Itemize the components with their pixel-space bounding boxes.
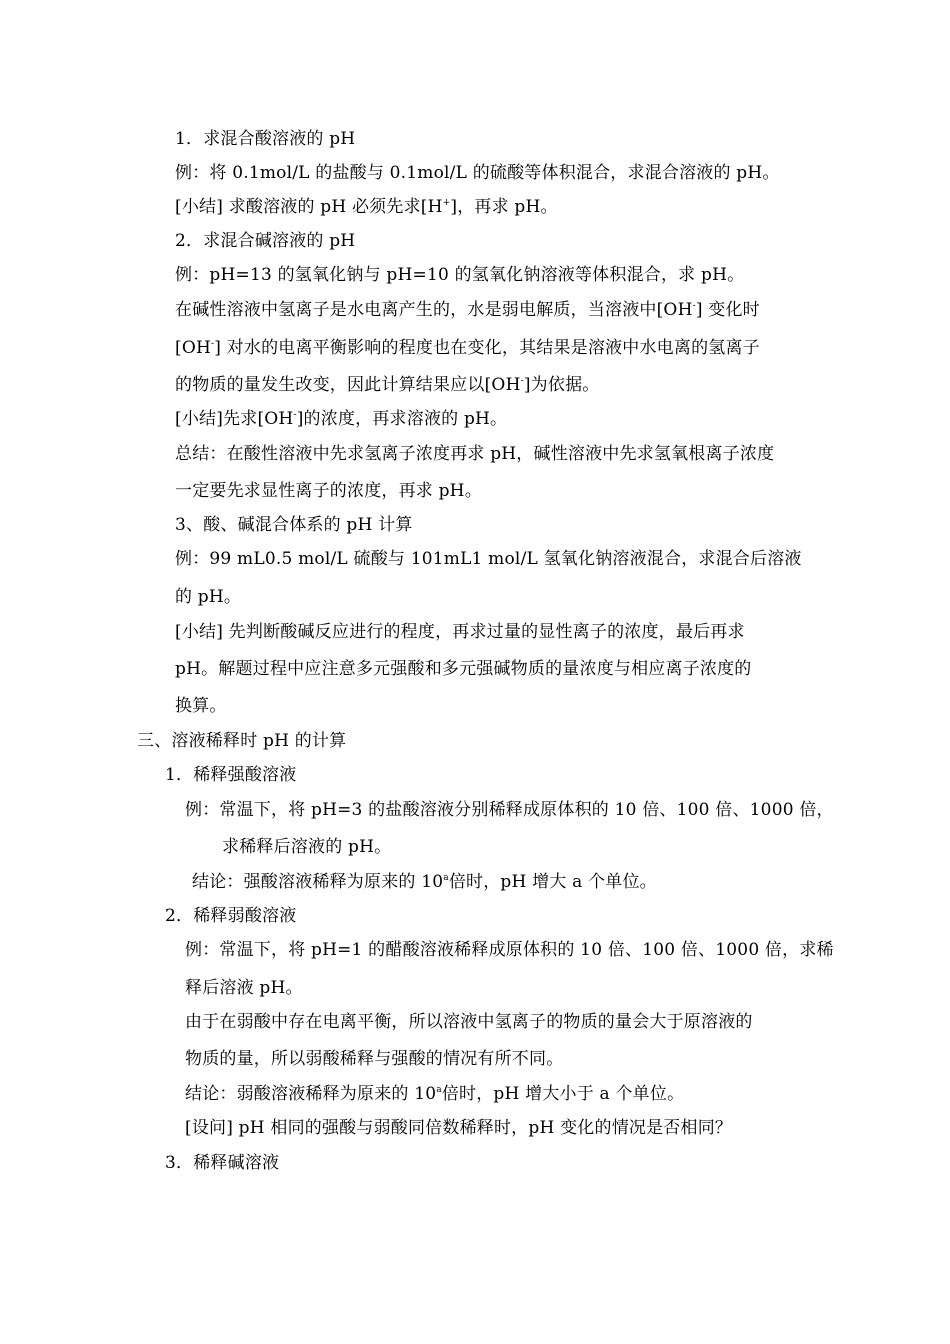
part-3-subsection-1-conclusion: [192, 871, 657, 893]
section-2-paragraph-line-3: [175, 374, 599, 396]
conclusion-text: 倍时，pH 增大小于 a 个单位。: [441, 1084, 685, 1104]
conclusion-text: 倍时，pH 增大 a 个单位。: [448, 872, 657, 892]
part-3-subsection-1-title: 1．稀释强酸溶液: [165, 765, 297, 785]
part-3-subsection-1-example-line-2: 求稀释后溶液的 pH。: [222, 837, 392, 857]
summary-text: ]的浓度，再求溶液的 pH。: [296, 409, 508, 429]
conclusion-text: 结论：强酸溶液稀释为原来的 10: [192, 872, 444, 892]
summary-text: [小结] 求酸溶液的 pH 必须先求[H: [175, 197, 443, 217]
part-3-subsection-2-paragraph-line-2: 物质的量，所以弱酸稀释与强酸的情况有所不同。: [185, 1049, 564, 1069]
section-2-title: 2．求混合碱溶液的 pH: [175, 231, 356, 251]
part-3-subsection-2-title: 2．稀释弱酸溶液: [165, 906, 297, 926]
section-1-summary: [175, 196, 558, 218]
section-3-example-line-2: 的 pH。: [175, 587, 242, 607]
superscript: a: [436, 1085, 442, 1095]
section-3-summary-line-3: 换算。: [175, 696, 227, 716]
part-3-subsection-3-title: 3．稀释碱溶液: [165, 1153, 280, 1173]
paragraph-text: ] 变化时: [695, 300, 760, 320]
summary-text: [小结]先求[OH: [175, 409, 294, 429]
superscript: -: [520, 376, 524, 386]
part-3-subsection-2-example-line-2: 释后溶液 pH。: [185, 978, 303, 998]
paragraph-text: 的物质的量发生改变，因此计算结果应以[OH: [175, 375, 521, 395]
part-3-subsection-2-question: [设问] pH 相同的强酸与弱酸同倍数稀释时，pH 变化的情况是否相同？: [185, 1118, 733, 1138]
section-1-example: 例：将 0.1mol/L 的盐酸与 0.1mol/L 的硫酸等体积混合，求混合溶液的 pH。: [175, 163, 780, 183]
superscript: -: [293, 410, 297, 420]
section-2-summary: [175, 408, 507, 430]
part-3-subsection-2-paragraph-line-1: 由于在弱酸中存在电离平衡，所以溶液中氢离子的物质的量会大于原溶液的: [185, 1012, 753, 1032]
part-3-subsection-2-conclusion: [185, 1083, 684, 1105]
superscript: a: [443, 873, 449, 883]
conclusion-line-1: 总结：在酸性溶液中先求氢离子浓度再求 pH，碱性溶液中先求氢氧根离子浓度: [175, 444, 775, 464]
section-2-example: 例：pH=13 的氢氧化钠与 pH=10 的氢氧化钠溶液等体积混合，求 pH。: [175, 265, 745, 285]
section-3-example-line-1: 例：99 mL0.5 mol/L 硫酸与 101mL1 mol/L 氢氧化钠溶液混合，求混合后溶液: [175, 549, 802, 569]
paragraph-text: ]为依据。: [523, 375, 600, 395]
section-3-summary-line-2: pH。解题过程中应注意多元强酸和多元强碱物质的量浓度与相应离子浓度的: [175, 659, 752, 679]
section-1-title: 1．求混合酸溶液的 pH: [175, 129, 356, 149]
paragraph-text: ] 对水的电离平衡影响的程度也在变化，其结果是溶液中水电离的氢离子: [214, 338, 760, 358]
section-3-summary-line-1: [小结] 先判断酸碱反应进行的程度，再求过量的显性离子的浓度，最后再求: [175, 622, 745, 642]
part-3-subsection-2-example-line-1: 例：常温下，将 pH=1 的醋酸溶液稀释成原体积的 10 倍、100 倍、1000 倍，求稀: [185, 940, 834, 960]
superscript: -: [692, 301, 696, 311]
part-3-subsection-1-example-line-1: 例：常温下，将 pH=3 的盐酸溶液分别稀释成原体积的 10 倍、100 倍、1000 倍，: [185, 800, 834, 820]
conclusion-text: 结论：弱酸溶液稀释为原来的 10: [185, 1084, 437, 1104]
paragraph-text: 在碱性溶液中氢离子是水电离产生的，水是弱电解质，当溶液中[OH: [175, 300, 693, 320]
conclusion-line-2: 一定要先求显性离子的浓度，再求 pH。: [175, 481, 482, 501]
paragraph-text: [OH: [175, 338, 211, 358]
section-2-paragraph-line-1: [175, 299, 760, 321]
superscript: -: [211, 339, 215, 349]
summary-text: ]，再求 pH。: [450, 197, 558, 217]
part-3-title: 三、溶液稀释时 pH 的计算: [137, 731, 347, 751]
superscript: +: [442, 198, 451, 208]
section-2-paragraph-line-2: [175, 337, 760, 359]
section-3-title: 3、酸、碱混合体系的 pH 计算: [175, 515, 413, 535]
